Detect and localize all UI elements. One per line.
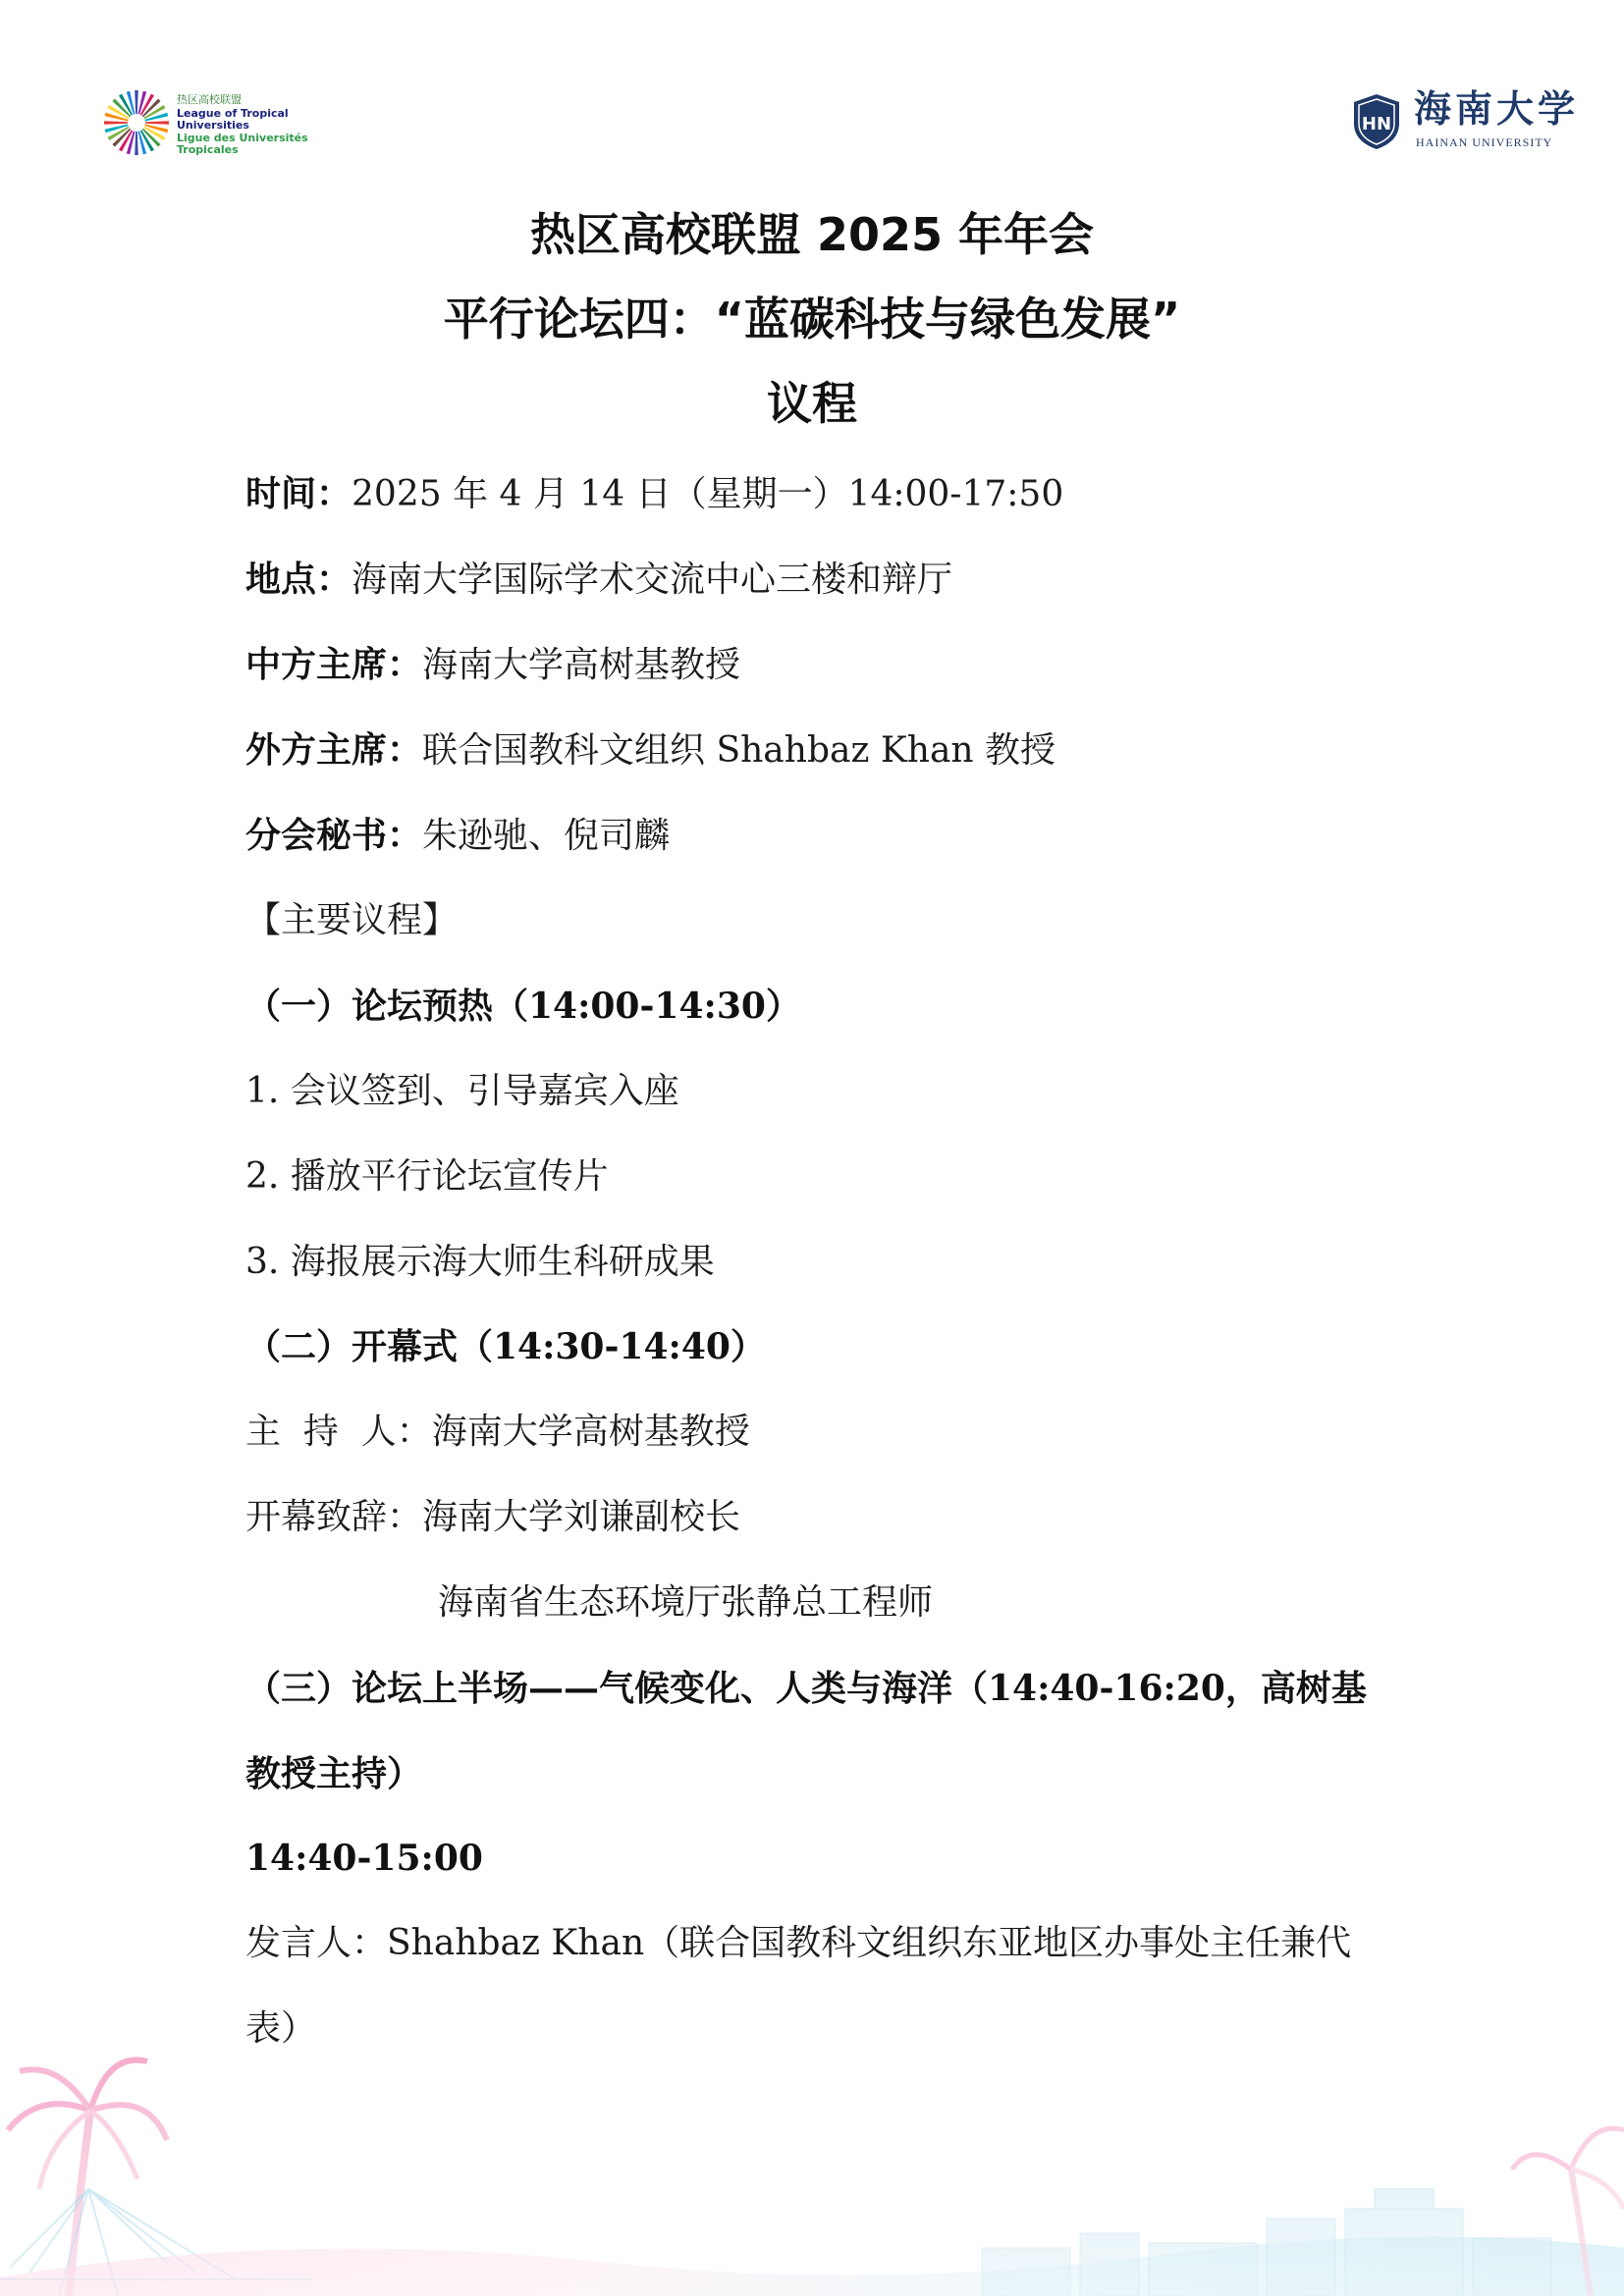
info-time (245, 474, 1064, 514)
hainan-university-emblem-icon (1351, 92, 1402, 151)
info-secretary (245, 816, 671, 856)
document-subtitle: 平行论坛四：“蓝碳科技与绿色发展” (443, 293, 1181, 346)
secretary-value: 朱逊驰、倪司麟 (422, 816, 671, 856)
time-value: 2025 年 4 月 14 日（星期一）14:00-17:50 (352, 474, 1064, 514)
section2-heading: （二）开幕式（14:30-14:40） (245, 1326, 766, 1367)
sunburst-ray (135, 90, 138, 114)
main-agenda-heading: 【主要议程】 (245, 900, 459, 940)
info-cn-chair (245, 645, 741, 685)
document-title: 热区高校联盟 2025 年年会 (529, 208, 1095, 261)
hainan-university-name-en: HAINAN UNIVERSITY (1416, 135, 1553, 149)
speech-value-1: 海南大学刘谦副校长 (422, 1497, 741, 1537)
document-heading-agenda: 议程 (767, 377, 857, 430)
section1-item-1: 1. 会议签到、引导嘉宾入座 (245, 1071, 679, 1111)
time-label: 时间： (245, 474, 352, 514)
foreign-chair-value: 联合国教科文组织 Shahbaz Khan 教授 (422, 730, 1056, 771)
section2-host (245, 1412, 750, 1452)
logo-name-en-1: League of Tropical (177, 107, 289, 120)
section1-item-3: 3. 海报展示海大师生科研成果 (245, 1242, 715, 1282)
footer-decoration (0, 2052, 1624, 2296)
hainan-university-logo (1351, 86, 1580, 153)
section3-slot1-time: 14:40-15:00 (245, 1838, 483, 1879)
cn-chair-label: 中方主席： (245, 645, 423, 685)
info-foreign-chair (245, 730, 1056, 771)
section3-heading-line2: 教授主持） (245, 1753, 423, 1794)
sunburst-logo-icon (102, 88, 171, 157)
sunburst-ray (135, 132, 138, 155)
league-of-tropical-universities-logo (102, 88, 328, 161)
logo-name-en-2: Universities (177, 119, 249, 132)
section2-opening-speech (245, 1497, 741, 1537)
host-value: 海南大学高树基教授 (431, 1412, 750, 1452)
section3-slot1-speaker-line2: 表） (245, 2008, 317, 2049)
place-value: 海南大学国际学术交流中心三楼和辩厅 (352, 560, 953, 600)
speech-label: 开幕致辞： (245, 1497, 423, 1537)
sunburst-ray (145, 121, 169, 125)
section1-heading: （一）论坛预热（14:00-14:30） (245, 986, 801, 1027)
foreign-chair-label: 外方主席： (245, 730, 423, 771)
logo-name-fr-2: Tropicales (177, 143, 239, 156)
secretary-label: 分会秘书： (245, 816, 423, 856)
section3-slot1-speaker-line1: 发言人：Shahbaz Khan（联合国教科文组织东亚地区办事处主任兼代 (245, 1923, 1352, 1963)
info-place (245, 562, 952, 598)
hainan-university-name-cn: 海南大学 (1414, 86, 1580, 131)
cn-chair-value: 海南大学高树基教授 (422, 645, 741, 685)
host-label: 主 持 人： (245, 1412, 432, 1452)
logo-name-cn: 热区高校联盟 (177, 93, 242, 106)
sunburst-ray (104, 121, 128, 125)
section1-item-2: 2. 播放平行论坛宣传片 (245, 1156, 609, 1197)
emblem-text: HN (1361, 114, 1392, 134)
logo-name-fr-1: Ligue des Universités (177, 132, 308, 144)
section2-opening-speech-2: 海南省生态环境厅张静总工程师 (438, 1582, 934, 1623)
place-label: 地点： (245, 560, 352, 600)
section3-heading-line1: （三）论坛上半场——气候变化、人类与海洋（14:40-16:20，高树基 (245, 1668, 1367, 1709)
